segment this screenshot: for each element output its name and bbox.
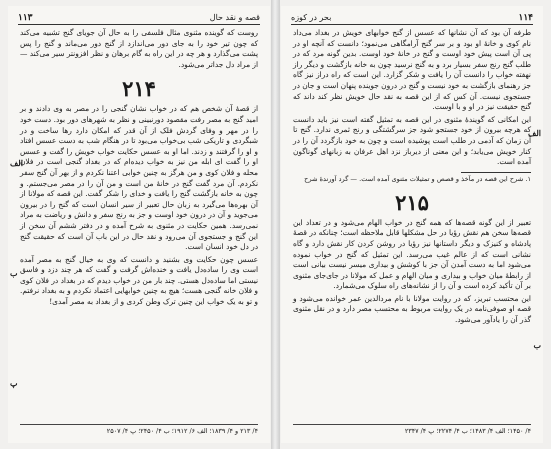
left-refs-text: ۴/ ۲۱۳ و ۴/ ۱۸۳۹؛ الف ۶/ ۱۹۱۲؛ ب ۴/ ۲۴۵۰؛ پ ۴/ ۲۵۰۷ <box>106 427 258 435</box>
left-page <box>8 6 270 443</box>
margin-mark-a: الف <box>10 158 23 168</box>
right-running-title: بحر در کوزه <box>291 13 332 22</box>
book-gutter <box>271 0 280 449</box>
left-paragraph-top: روست که گوینده مثنوی مثال فلسفی را به حال آن جویای گنج تشبیه می‌کند که چون تیر خود را به جای دور می‌اندازد از گنج دور می‌ماند و گنج را پس پشت می‌گذارد و هر چه در این راه به گام برهان و نظر افزونتر سیر می‌کند — از مراد دل جداتر می‌شود. <box>20 28 258 69</box>
right-page-header <box>291 12 533 25</box>
right-page-number: ۱۱۴ <box>518 13 533 23</box>
left-paragraph-tail: عسس چون حکایت وی بشنید و دانست که وی به خیال گنج به مصر آمده است وی را ساده‌دل یافت و خنده‌اش گرفت و گفت که هر چند دزد و فاسق نیستی اما ساده‌دل هستی. چند بار من در خواب دیدم که در بغداد در فلان کوی و فلان خانه گنجی هست؛ هیچ به چنین خوابهایی اعتماد نکردم و به بغداد نرفتم. و تو به یک خواب این چنین ترک وطن کردی و از بغداد به مصر آمدی! <box>20 254 258 307</box>
margin-mark-b-right: ب <box>533 340 541 350</box>
left-paragraph-main: از قصهٔ آن شخص هم که در خواب نشان گنجی را در مصر به وی دادند و بر امید گنج به مصر رفت مقصود دورنبینی و نظر به شهرهای دور بود. دست خود را در مهر و وفای گردش فلک از آن قدر که امکان دارد رها ساخت و در شبگردی و تاریکی شب بی‌خواب می‌بود تا در هنگام شب به دست عسس افتاد و او را گرفتند و زدند. اما او به عسس حکایت خواب خویش را گفت و عسس او را گفت ای ابله من نیز به خواب دیده‌ام که در بغداد گنجی است در فلان محله و فلان کوی و من هرگز به چنین خوابی اعتنا نکردم و از بهر آن گنج سفر نکردم. آن مرد گفت گنج در خانهٔ من است و من آن را در مصر می‌جستم. و چون به خانه بازگشت گنج را یافت و خدای را شکر گفت. این قصه که مولانا از آن بهره‌ها می‌گیرد به زبان حال تعبیر از سیر انسان است که گنج را در بیرون می‌جوید و آن در درون خود اوست و جز به رنج سفر و دانش و ریاضت به مراد نمی‌رسد. همین حکایت در مثنوی به شرح آمده و در دفتر ششم آن سخن از این گنج و جستجوی آن می‌رود و نقد حال در این باب آن است که حقیقت گنج در دل خود انسان است. <box>20 104 258 252</box>
right-paragraph-mid: این امکانی که گویندهٔ مثنوی در این قصه به تمثیل گفته است نیز باید دانست که هرچه بیرون از خود جستجو شود جز سرگشتگی و رنج ثمری ندارد. گنج تا آن زمان که آدمی در طلب است پوشیده است و چون به خود بازگردد آن را در کنار خویش می‌یابد؛ و این معنی از دیرباز نزد اهل عرفان به زبانهای گوناگون آمده است. <box>293 114 531 167</box>
margin-mark-a-right: الف <box>528 128 541 138</box>
left-running-title: قصه و نقد حال <box>209 13 260 22</box>
right-footnote-divider <box>461 172 531 173</box>
right-paragraph-main: تعبیر از این گونه قصه‌ها که همه گنج در خواب الهام می‌شود و در تعداد این قصه‌ها سخن هم نقش رؤیا در حل مشکلها قابل ملاحظه است؛ چنانکه در قصهٔ پادشاه و کنیزک و دیگر داستانها نیز رؤیا در روشن کردن کار نقش دارد و گاه نشانی است که از عالم غیب می‌رسد. این تمثیل که گنج در خواب نموده می‌شود اما به دست آمدن آن جز با کوشش و بیداری میسر نیست بیانی است از رابطهٔ میان خواب و بیداری و میان الهام و عمل که مولانا در جای‌جای مثنوی بر آن تأکید کرده است و آن را از نشانه‌های راه سلوک می‌شمارد. <box>293 217 531 291</box>
right-page-body <box>293 28 531 326</box>
margin-mark-p: پ <box>10 378 18 388</box>
right-section-number: ۲۱۵ <box>395 189 429 215</box>
right-paragraph-top: طرفه آن بود که آن نشانها که عسس از گنج خوابهای خویش در بغداد می‌داد نام کوی و خانهٔ او بود و بر سر گنج آرامگاهی می‌نمود؛ دانست که آنچه او در پی آن است پیش خود اوست و گنج در خانهٔ خود اوست. بدین گونه مرد که در طلب گنج رنج سفر بسیار برد و به گنج نرسید چون به خانه بازگشت و دیگر راز نهفته خواب را دانست آن را یافت و شکر گزارد. این است که راه دراز نیز گاه جز رهنمای بازگشت به خود نیست و گنج در درون جوینده پنهان است و جان در جستجوی نیست. آن کس که از این قصه به نقد حال خویش نظر کند داند که گنج حقیقت نیز در او و با اوست. <box>293 28 531 112</box>
right-footnote-references <box>293 424 531 435</box>
right-refs-text: ۴/ ۱۴۵۰؛ الف ۴/ ۱۴۸۳؛ ب ۴/ ۲۲۷۴؛ پ ۴/ ۲۳۴۷ <box>404 427 531 435</box>
left-page-body <box>20 28 258 308</box>
left-footnote-references <box>20 424 258 435</box>
right-paragraph-tail: این محتسب تبریز، که در روایت مولانا با نام مردالدین عمر خوانده می‌شود و قصه او صوفی‌نامه در یک روایت مربوط به محتسب مصر دارد و در نقل مثنوی گذر آن را یادآور می‌شود. <box>293 293 531 325</box>
margin-mark-b: ب <box>10 268 18 278</box>
right-page <box>281 6 543 443</box>
right-footnote: ۱. شرح این قصه در مآخذ و قصص و تمثیلات مثنوی آمده است. — گرد آورندهٔ شرح <box>304 174 531 183</box>
left-section-number: ۲۱۴ <box>122 76 156 102</box>
left-page-header <box>18 12 260 25</box>
left-page-number: ۱۱۳ <box>18 13 33 23</box>
